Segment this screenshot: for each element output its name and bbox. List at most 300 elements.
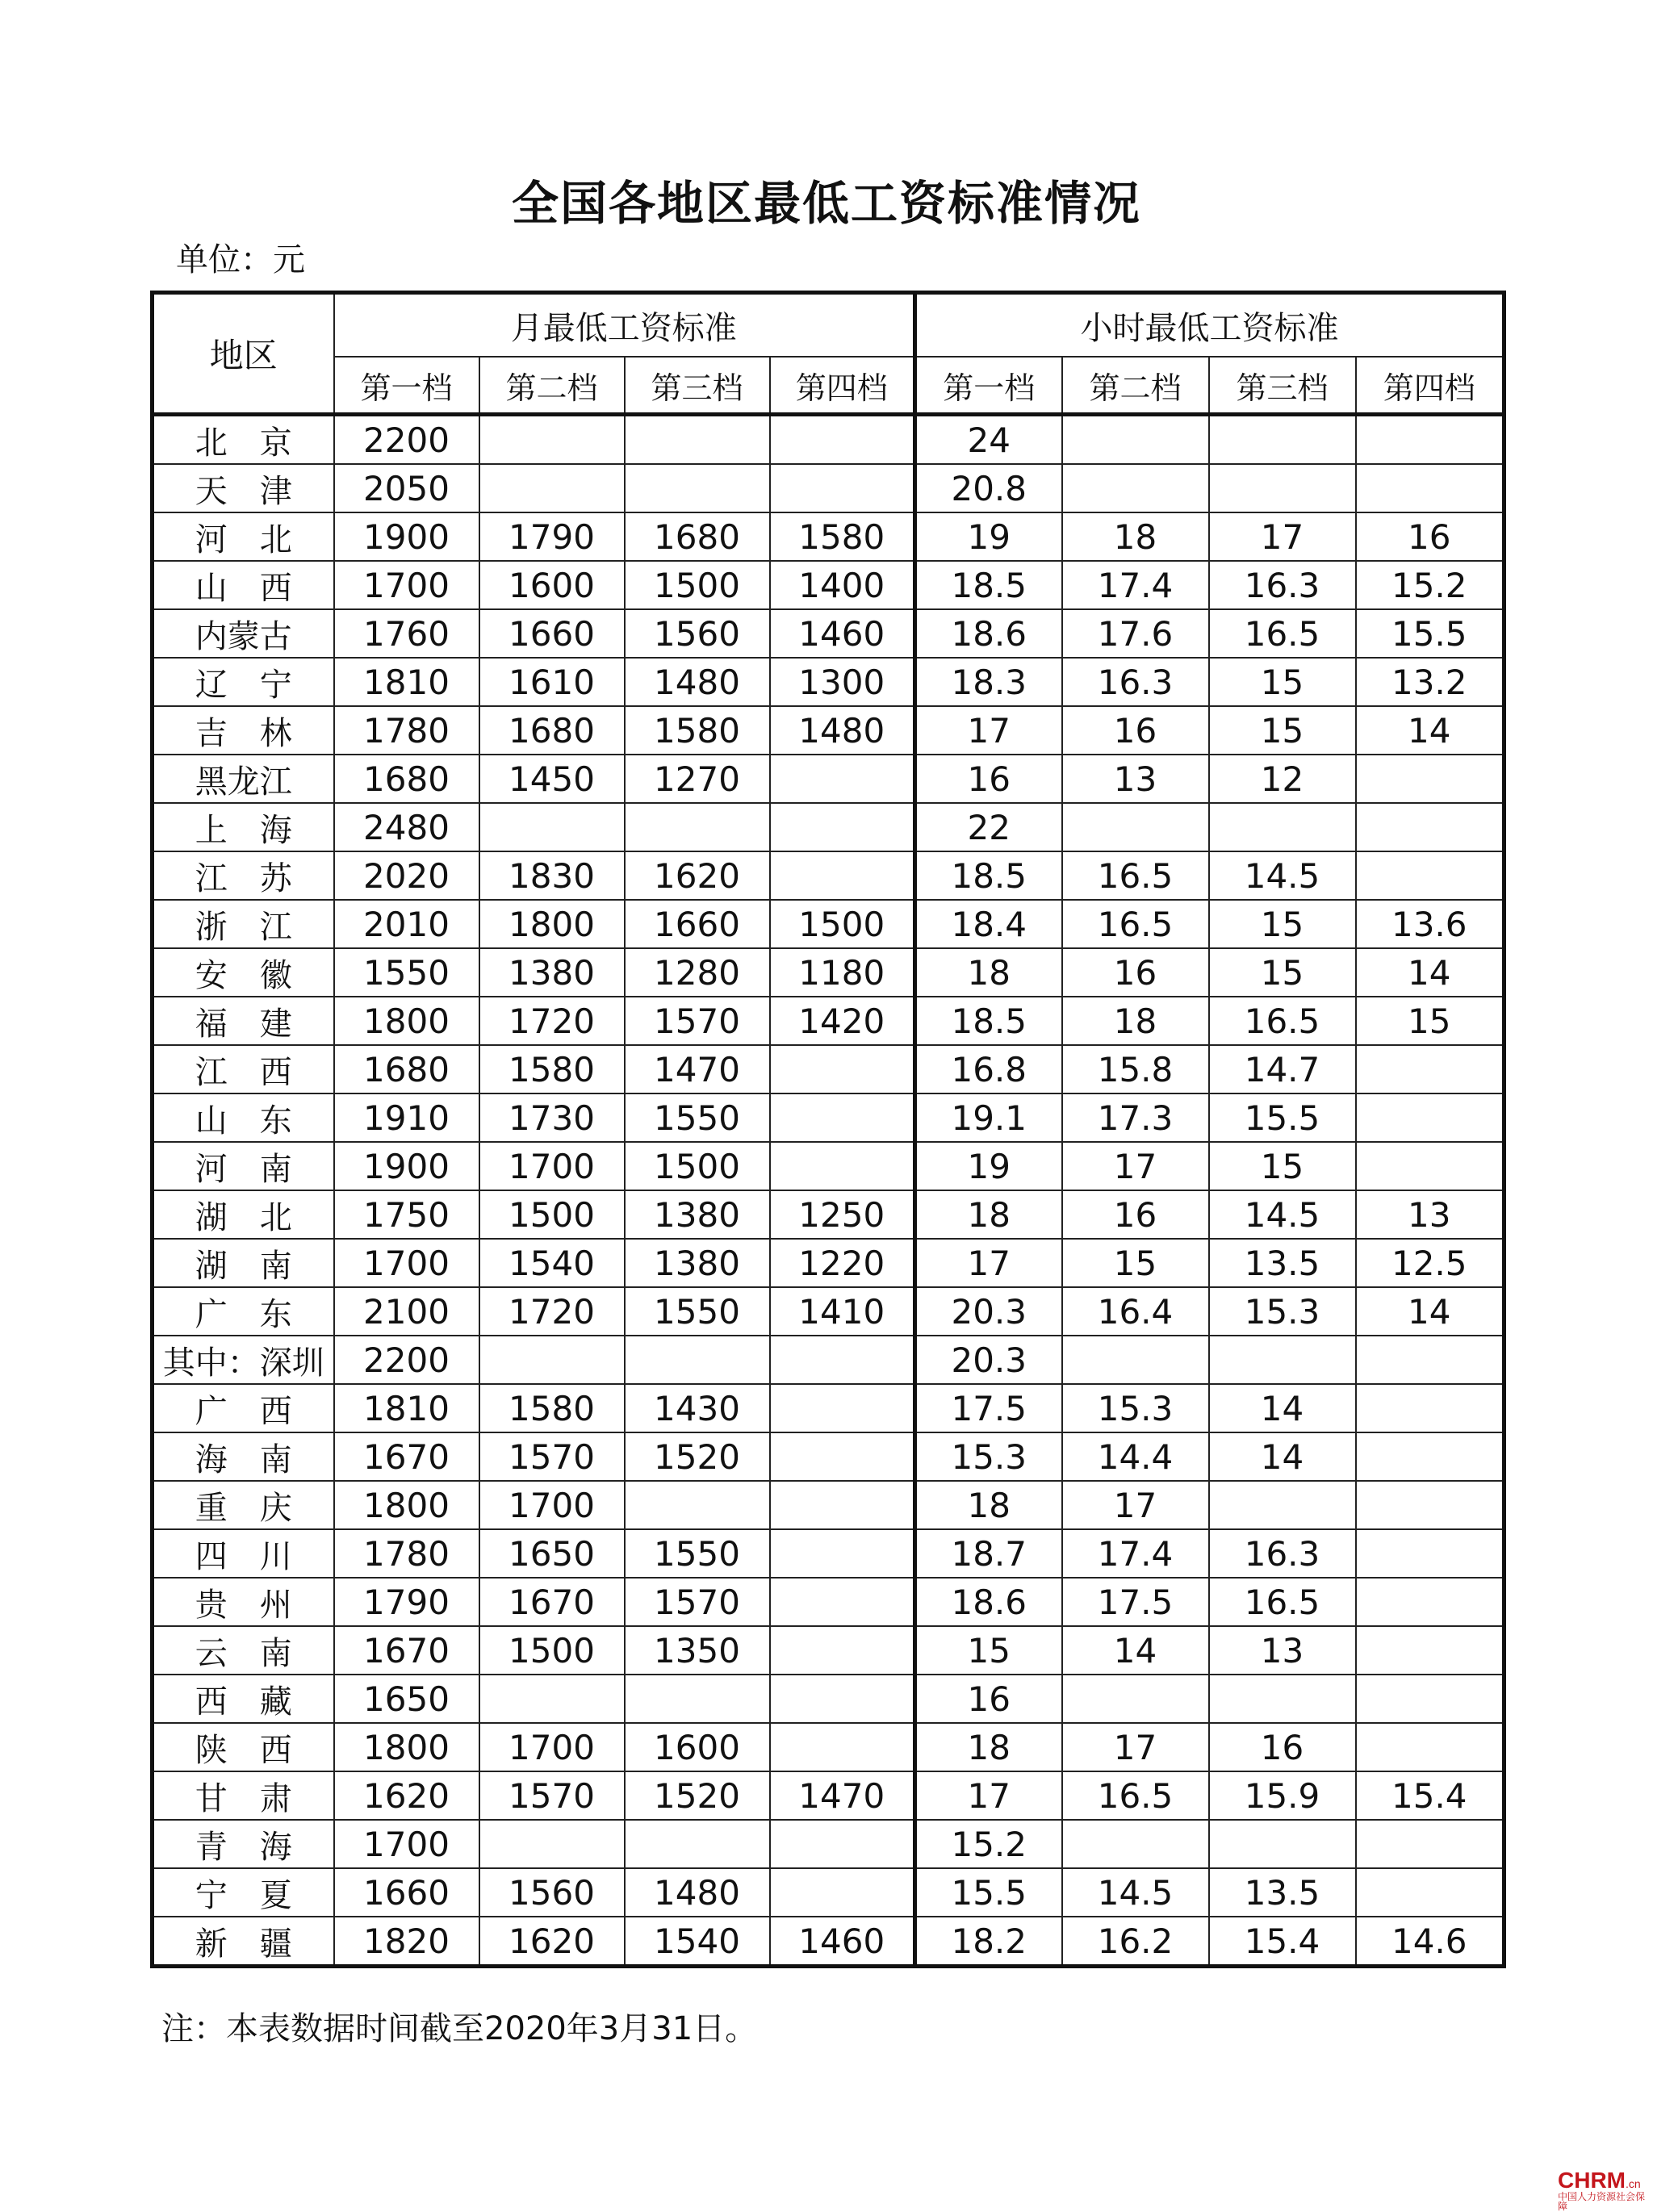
hourly-value-cell [1062,464,1209,512]
hourly-value-cell: 16 [915,755,1062,803]
monthly-value-cell [770,1626,915,1675]
hourly-value-cell: 18.7 [915,1529,1062,1578]
hourly-value-cell: 15 [1209,948,1356,997]
region-cell: 河 北 [153,512,334,561]
hourly-header: 小时最低工资标准 [915,293,1504,358]
hourly-value-cell: 17 [1062,1481,1209,1529]
region-cell: 湖 北 [153,1190,334,1239]
table-row [153,658,1504,706]
monthly-value-cell: 1660 [334,1868,479,1917]
hourly-value-cell: 13.5 [1209,1868,1356,1917]
monthly-value-cell [770,1820,915,1868]
table-row [153,1771,1504,1820]
hourly-value-cell: 17 [1062,1723,1209,1771]
region-cell: 河 南 [153,1142,334,1190]
table-row [153,1529,1504,1578]
table-row [153,900,1504,948]
hourly-value-cell: 17 [915,1239,1062,1287]
hourly-value-cell: 12.5 [1356,1239,1504,1287]
hourly-value-cell: 17 [915,1771,1062,1820]
monthly-value-cell: 1570 [625,997,770,1045]
unit-label: 单位：元 [176,241,305,278]
hourly-value-cell: 14.6 [1356,1917,1504,1967]
region-cell: 北 京 [153,415,334,465]
table-row [153,851,1504,900]
monthly-value-cell: 1480 [625,1868,770,1917]
hourly-value-cell: 18.5 [915,997,1062,1045]
table-row [153,803,1504,851]
hourly-value-cell [1062,803,1209,851]
region-cell: 青 海 [153,1820,334,1868]
hourly-value-cell: 15.3 [915,1432,1062,1481]
monthly-value-cell: 1280 [625,948,770,997]
monthly-value-cell: 1550 [625,1093,770,1142]
monthly-value-cell: 2200 [334,415,479,465]
monthly-value-cell [625,1336,770,1384]
hourly-value-cell [1062,1675,1209,1723]
region-cell: 内蒙古 [153,609,334,658]
region-cell: 陕 西 [153,1723,334,1771]
hourly-value-cell: 12 [1209,755,1356,803]
monthly-value-cell: 1250 [770,1190,915,1239]
monthly-value-cell: 1410 [770,1287,915,1336]
monthly-value-cell: 1500 [625,1142,770,1190]
hourly-value-cell: 16.3 [1062,658,1209,706]
hourly-value-cell [1209,1336,1356,1384]
monthly-value-cell [770,1142,915,1190]
hourly-value-cell [1356,1626,1504,1675]
hourly-value-cell: 16.5 [1062,851,1209,900]
hourly-value-cell: 14.7 [1209,1045,1356,1093]
hourly-value-cell: 24 [915,415,1062,465]
hourly-value-cell: 14 [1356,948,1504,997]
hourly-value-cell: 15.2 [1356,561,1504,609]
hourly-value-cell: 18 [915,948,1062,997]
hourly-value-cell: 18.5 [915,851,1062,900]
monthly-value-cell: 1800 [334,997,479,1045]
region-cell: 安 徽 [153,948,334,997]
monthly-value-cell: 1430 [625,1384,770,1432]
region-cell: 江 西 [153,1045,334,1093]
monthly-value-cell [770,464,915,512]
hourly-value-cell: 19 [915,512,1062,561]
region-cell: 宁 夏 [153,1868,334,1917]
hourly-value-cell: 17.6 [1062,609,1209,658]
hourly-value-cell: 14 [1356,1287,1504,1336]
monthly-value-cell: 1470 [770,1771,915,1820]
hourly-value-cell: 18.6 [915,609,1062,658]
hourly-value-cell [1356,1529,1504,1578]
hourly-value-cell: 13 [1062,755,1209,803]
hourly-value-cell: 13.6 [1356,900,1504,948]
hourly-value-cell [1356,1045,1504,1093]
monthly-value-cell: 1450 [479,755,625,803]
hourly-value-cell [1356,1578,1504,1626]
monthly-value-cell: 1620 [625,851,770,900]
monthly-value-cell: 1720 [479,1287,625,1336]
monthly-value-cell: 2010 [334,900,479,948]
region-cell: 福 建 [153,997,334,1045]
hourly-value-cell: 15.8 [1062,1045,1209,1093]
page-title: 全国各地区最低工资标准情况 [511,176,1141,231]
monthly-value-cell [479,415,625,465]
logo-subtitle: 中国人力资源社会保障 [1558,2191,1646,2212]
monthly-value-cell [770,1432,915,1481]
hourly-value-cell: 14.5 [1062,1868,1209,1917]
monthly-tier-header: 第三档 [625,357,770,415]
table-row [153,1384,1504,1432]
hourly-value-cell: 16.3 [1209,561,1356,609]
monthly-value-cell [770,1723,915,1771]
hourly-value-cell: 14 [1062,1626,1209,1675]
hourly-value-cell [1356,1481,1504,1529]
hourly-value-cell: 18 [1062,512,1209,561]
monthly-value-cell: 1700 [479,1481,625,1529]
monthly-value-cell: 1570 [625,1578,770,1626]
table-row [153,755,1504,803]
hourly-value-cell: 16 [1209,1723,1356,1771]
monthly-value-cell: 1780 [334,1529,479,1578]
monthly-value-cell [770,1093,915,1142]
monthly-value-cell: 1790 [479,512,625,561]
table-row [153,1868,1504,1917]
hourly-value-cell: 15 [1209,900,1356,948]
hourly-value-cell: 15 [915,1626,1062,1675]
monthly-tier-header: 第四档 [770,357,915,415]
monthly-value-cell [770,1045,915,1093]
hourly-value-cell [1356,464,1504,512]
monthly-value-cell: 1680 [334,755,479,803]
hourly-tier-header: 第四档 [1356,357,1504,415]
monthly-value-cell: 1500 [770,900,915,948]
hourly-value-cell: 14 [1209,1384,1356,1432]
monthly-value-cell: 1400 [770,561,915,609]
region-cell: 辽 宁 [153,658,334,706]
table-row [153,609,1504,658]
hourly-value-cell: 16 [1062,706,1209,755]
hourly-value-cell: 17.5 [1062,1578,1209,1626]
monthly-value-cell: 1670 [334,1626,479,1675]
hourly-value-cell: 15.3 [1209,1287,1356,1336]
monthly-value-cell: 1570 [479,1771,625,1820]
monthly-value-cell [770,1336,915,1384]
monthly-value-cell: 2100 [334,1287,479,1336]
hourly-value-cell: 18 [915,1723,1062,1771]
hourly-value-cell [1209,1820,1356,1868]
monthly-value-cell: 1520 [625,1432,770,1481]
monthly-value-cell [625,464,770,512]
monthly-value-cell: 1680 [479,706,625,755]
monthly-value-cell: 1380 [625,1239,770,1287]
hourly-value-cell: 14.4 [1062,1432,1209,1481]
monthly-value-cell: 1700 [479,1723,625,1771]
monthly-tier-header: 第二档 [479,357,625,415]
monthly-value-cell: 1660 [625,900,770,948]
hourly-value-cell [1209,803,1356,851]
monthly-value-cell: 1900 [334,1142,479,1190]
monthly-value-cell [625,803,770,851]
monthly-value-cell: 1780 [334,706,479,755]
hourly-value-cell: 17.4 [1062,561,1209,609]
table-body [153,415,1504,1967]
hourly-value-cell: 14.5 [1209,1190,1356,1239]
hourly-value-cell: 16 [915,1675,1062,1723]
hourly-value-cell: 16.8 [915,1045,1062,1093]
monthly-value-cell: 1550 [625,1287,770,1336]
monthly-value-cell: 1700 [334,561,479,609]
hourly-value-cell [1356,803,1504,851]
monthly-value-cell: 2200 [334,1336,479,1384]
region-cell: 西 藏 [153,1675,334,1723]
hourly-value-cell: 15.5 [915,1868,1062,1917]
hourly-value-cell: 16.5 [1062,900,1209,948]
hourly-value-cell: 18 [915,1481,1062,1529]
table-row [153,512,1504,561]
monthly-value-cell [770,1481,915,1529]
hourly-value-cell: 15.3 [1062,1384,1209,1432]
hourly-value-cell: 16.5 [1209,609,1356,658]
monthly-value-cell: 1420 [770,997,915,1045]
monthly-value-cell: 1670 [334,1432,479,1481]
monthly-value-cell: 1750 [334,1190,479,1239]
region-cell: 吉 林 [153,706,334,755]
table-row [153,1336,1504,1384]
region-cell: 云 南 [153,1626,334,1675]
monthly-value-cell: 1520 [625,1771,770,1820]
region-cell: 广 东 [153,1287,334,1336]
monthly-value-cell [770,1384,915,1432]
hourly-value-cell [1356,1142,1504,1190]
logo-brand: CHRM [1558,2168,1626,2193]
hourly-value-cell: 16 [1062,948,1209,997]
hourly-value-cell [1356,415,1504,465]
monthly-value-cell: 1800 [334,1481,479,1529]
hourly-value-cell: 15.9 [1209,1771,1356,1820]
monthly-value-cell: 1550 [334,948,479,997]
monthly-value-cell: 1470 [625,1045,770,1093]
monthly-value-cell: 1500 [625,561,770,609]
region-cell: 贵 州 [153,1578,334,1626]
hourly-value-cell: 16 [1356,512,1504,561]
minimum-wage-table [150,291,1506,1968]
monthly-value-cell: 2050 [334,464,479,512]
region-cell: 黑龙江 [153,755,334,803]
hourly-value-cell: 17 [1062,1142,1209,1190]
monthly-value-cell: 1650 [479,1529,625,1578]
monthly-value-cell: 1500 [479,1626,625,1675]
table-row [153,706,1504,755]
hourly-value-cell: 15 [1209,658,1356,706]
monthly-value-cell: 1380 [625,1190,770,1239]
monthly-value-cell [770,415,915,465]
hourly-tier-header: 第三档 [1209,357,1356,415]
hourly-value-cell [1356,1336,1504,1384]
region-cell: 天 津 [153,464,334,512]
hourly-value-cell: 14.5 [1209,851,1356,900]
region-cell: 四 川 [153,1529,334,1578]
region-cell: 广 西 [153,1384,334,1432]
hourly-tier-header: 第一档 [915,357,1062,415]
hourly-value-cell: 15.5 [1356,609,1504,658]
hourly-value-cell: 17.5 [915,1384,1062,1432]
hourly-value-cell: 18.4 [915,900,1062,948]
hourly-value-cell: 18.5 [915,561,1062,609]
monthly-value-cell: 1830 [479,851,625,900]
region-cell: 甘 肃 [153,1771,334,1820]
hourly-value-cell: 19.1 [915,1093,1062,1142]
table-row [153,948,1504,997]
hourly-value-cell [1356,1432,1504,1481]
region-cell: 山 西 [153,561,334,609]
region-cell: 重 庆 [153,1481,334,1529]
monthly-value-cell: 1220 [770,1239,915,1287]
table-row [153,1239,1504,1287]
monthly-value-cell: 1720 [479,997,625,1045]
table-row [153,1723,1504,1771]
monthly-value-cell: 1570 [479,1432,625,1481]
monthly-value-cell: 1810 [334,658,479,706]
region-cell: 山 东 [153,1093,334,1142]
hourly-value-cell: 17 [915,706,1062,755]
hourly-value-cell [1209,464,1356,512]
monthly-value-cell: 1300 [770,658,915,706]
hourly-value-cell: 15.2 [915,1820,1062,1868]
table-row [153,1578,1504,1626]
hourly-value-cell: 16.5 [1209,1578,1356,1626]
hourly-value-cell: 18.2 [915,1917,1062,1967]
hourly-value-cell [1356,1868,1504,1917]
region-cell: 浙 江 [153,900,334,948]
monthly-value-cell: 1580 [770,512,915,561]
hourly-value-cell: 13.2 [1356,658,1504,706]
monthly-value-cell [479,1675,625,1723]
region-header: 地区 [153,293,334,415]
hourly-value-cell: 15.4 [1356,1771,1504,1820]
monthly-value-cell: 1650 [334,1675,479,1723]
monthly-value-cell [770,851,915,900]
hourly-value-cell: 16.5 [1209,997,1356,1045]
monthly-value-cell: 1620 [479,1917,625,1967]
monthly-value-cell: 1730 [479,1093,625,1142]
monthly-value-cell: 1820 [334,1917,479,1967]
monthly-value-cell: 1350 [625,1626,770,1675]
hourly-value-cell [1356,1675,1504,1723]
monthly-value-cell [770,755,915,803]
hourly-value-cell: 16.4 [1062,1287,1209,1336]
region-cell: 海 南 [153,1432,334,1481]
monthly-value-cell [479,1820,625,1868]
hourly-value-cell: 16.5 [1062,1771,1209,1820]
hourly-value-cell: 17.4 [1062,1529,1209,1578]
monthly-value-cell: 1550 [625,1529,770,1578]
hourly-value-cell: 18.3 [915,658,1062,706]
hourly-tier-header: 第二档 [1062,357,1209,415]
monthly-value-cell: 1560 [479,1868,625,1917]
hourly-value-cell: 18.6 [915,1578,1062,1626]
monthly-value-cell: 1480 [625,658,770,706]
table-row [153,415,1504,465]
table-row [153,1820,1504,1868]
monthly-value-cell: 1680 [334,1045,479,1093]
hourly-value-cell: 13.5 [1209,1239,1356,1287]
monthly-value-cell: 1270 [625,755,770,803]
chrm-logo [1558,2169,1653,2211]
monthly-value-cell: 1810 [334,1384,479,1432]
hourly-value-cell: 15 [1062,1239,1209,1287]
monthly-value-cell: 1800 [334,1723,479,1771]
monthly-value-cell: 1700 [479,1142,625,1190]
monthly-value-cell: 1620 [334,1771,479,1820]
hourly-value-cell: 18 [915,1190,1062,1239]
hourly-value-cell: 16.3 [1209,1529,1356,1578]
monthly-value-cell: 1610 [479,658,625,706]
hourly-value-cell: 17 [1209,512,1356,561]
hourly-value-cell [1209,1675,1356,1723]
monthly-value-cell: 1800 [479,900,625,948]
monthly-value-cell: 1540 [479,1239,625,1287]
monthly-value-cell [625,1675,770,1723]
hourly-value-cell [1062,1336,1209,1384]
table-row [153,1917,1504,1967]
hourly-value-cell: 13 [1209,1626,1356,1675]
monthly-value-cell [770,1529,915,1578]
monthly-value-cell: 1790 [334,1578,479,1626]
monthly-value-cell [770,1868,915,1917]
monthly-value-cell: 1700 [334,1820,479,1868]
hourly-value-cell: 18 [1062,997,1209,1045]
monthly-value-cell: 1540 [625,1917,770,1967]
hourly-value-cell: 22 [915,803,1062,851]
table-row [153,464,1504,512]
table-row [153,1626,1504,1675]
monthly-value-cell: 1580 [625,706,770,755]
monthly-value-cell [625,415,770,465]
monthly-value-cell [625,1481,770,1529]
table-row [153,1093,1504,1142]
hourly-value-cell [1356,1093,1504,1142]
hourly-value-cell: 20.8 [915,464,1062,512]
table-row [153,1190,1504,1239]
hourly-value-cell: 17.3 [1062,1093,1209,1142]
monthly-value-cell: 1460 [770,609,915,658]
hourly-value-cell: 16.2 [1062,1917,1209,1967]
region-cell: 江 苏 [153,851,334,900]
hourly-value-cell [1356,1384,1504,1432]
hourly-value-cell: 15 [1209,1142,1356,1190]
monthly-value-cell: 2480 [334,803,479,851]
hourly-value-cell [1062,1820,1209,1868]
hourly-value-cell: 14 [1209,1432,1356,1481]
monthly-value-cell [479,803,625,851]
hourly-value-cell: 15.5 [1209,1093,1356,1142]
hourly-value-cell: 13 [1356,1190,1504,1239]
table-row [153,1481,1504,1529]
monthly-value-cell: 1580 [479,1384,625,1432]
table-row [153,1142,1504,1190]
monthly-value-cell [479,1336,625,1384]
monthly-value-cell: 1480 [770,706,915,755]
table-row [153,1287,1504,1336]
hourly-value-cell [1356,1723,1504,1771]
monthly-tier-header: 第一档 [334,357,479,415]
table-row [153,1045,1504,1093]
monthly-value-cell: 1910 [334,1093,479,1142]
monthly-value-cell: 1680 [625,512,770,561]
monthly-value-cell: 1600 [625,1723,770,1771]
hourly-value-cell [1209,1481,1356,1529]
footnote: 注：本表数据时间截至2020年3月31日。 [161,2010,758,2047]
table-row [153,561,1504,609]
